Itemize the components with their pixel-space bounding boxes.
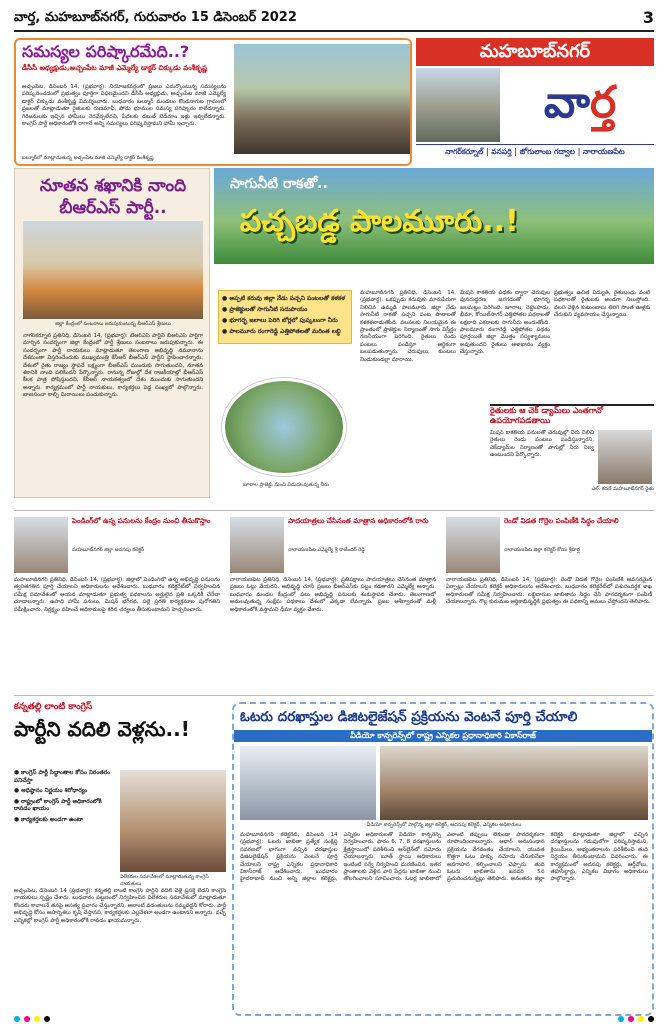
story6-photo-screen bbox=[240, 746, 376, 820]
story-voter bbox=[232, 702, 654, 1016]
story5-bullets bbox=[14, 770, 116, 828]
story6-body: మహబూబ్‌నగర్ కలెక్టరేట్, డిసెంబర్ 14 (ప్రభవార్త): ఓటరు జాబితా ప్రత్యేక సంక్షిప్త సవరణలో భాగంగా వచ్చిన దరఖాస్తుల డిజిటలైజేషన్ ప్రక్రియను వెంటనే పూర్తి చేయాలని రాష్ట్ర ఎన్నికల ప్రధానాధికారి వికాస్‌రాజ్ ఆదేశించారు. బుధవారం హైదరాబాద్ నుంచి అన్ని జిల్లాల కలెక్టర్లు, ఎన్నికల అధికారులతో వీడియో కాన్ఫరెన్స్ నిర్వహించారు. ఫారం 6, 7, 8 దరఖాస్తులను క్షేత్రస్థాయిలో పరిశీలించి ఆన్‌లైన్‌లో నమోదు చేయాలన్నారు. బూత్ స్థాయి అధికారులు ఇంటింటి సర్వే నిర్వహించి మరణించిన, ఇతర ప్రాంతాలకు వెళ్లిన వారి పేర్లను జాబితా నుంచి తొలగించాలని సూచించారు. ఓటర్ల జాబితాలో ఎలాంటి తప్పులు లేకుండా పారదర్శకంగా రూపొందించాలన్నారు. ఆధార్ అనుసంధాన ప్రక్రియను వేగవంతం చేయాలని, యువత కొత్తగా ఓటు హక్కు నమోదు చేసుకునేలా అవగాహన కల్పించాలని చెప్పారు. తుది ఓటరు జాబితాను జనవరి 5న ప్రచురించనున్నట్లు తెలిపారు. అనంతరం జిల్లా కలెక్టర్ మాట్లాడుతూ జిల్లాలో వచ్చిన దరఖాస్తులను గడువులోగా పరిష్కరిస్తామని, క్లెయిమ్‌లు, అభ్యంతరాలను పరిశీలించి తుది నిర్ణయం తీసుకుంటామని వివరించారు. ఈ కార్యక్రమంలో అదనపు కలెక్టర్లు, ఆర్డీవోలు, తహసీల్దార్లు, ఎన్నికల విభాగం అధికారులు పాల్గొన్నారు. bbox=[240, 832, 648, 883]
story2-headline: నూతన శఖానికి నాంది బీఆర్ఎస్ పార్టీ.. bbox=[39, 176, 187, 218]
news-row bbox=[14, 510, 654, 696]
row-story-source: నారాయణపేట జిల్లా కలెక్టర్ కోయ శ్రీహర్ష bbox=[504, 547, 580, 553]
story1-photo bbox=[234, 44, 410, 154]
row-story-source: మహబూబ్‌నగర్ జిల్లా అదనపు కలెక్టర్ bbox=[72, 547, 145, 553]
dateline: వార్త, మహబూబ్‌నగర్, గురువారం 15 డిసెంబర్ 2022 bbox=[14, 10, 297, 25]
story1-subhead: డీసీసీ అధ్యక్షుడు,అచ్చంపేట మాజీ ఎమ్మెల్యే డాక్టర్ చిక్కుడు వంశీకృష్ణ bbox=[22, 64, 207, 72]
story3-kicker: సాగునీటి రాకతో.. bbox=[230, 176, 328, 192]
row-story-body: మహబూబ్‌నగర్ ప్రతినిధి, డిసెంబర్ 14, (ప్రభవార్త): జిల్లాలో పెండింగ్‌లో ఉన్న అభివృద్ధి పనులను త్వరితగతిన పూర్తి చేయాలని అధికారులను ఆదేశించారు. బుధవారం కలెక్టరేట్‌లో నిర్వహించిన సమీక్ష సమావేశంలో ఆయన మాట్లాడుతూ ప్రభుత్వ పథకాలను అర్హులైన ప్రతి ఒక్కరికీ చేరేలా చూడాలన్నారు. ఉపాధి హామీ పనులు, మిషన్ భగీరథ, పల్లె ప్రగతి కార్యక్రమాల పురోగతిని సమీక్షించారు. నిర్లక్ష్యం వహించే అధికారులపై కఠిన చర్యలు తీసుకుంటామని హెచ్చరించారు. bbox=[14, 577, 220, 613]
sidebar-body: మిషన్ కాకతీయ పనులతో చెరువుల్లో నీరు నిలిచి రైతులు రెండు పంటలు పండిస్తున్నారని, చెక్‌డ్యామ్‌ల నిర్మాణంతో వాగుల్లో నీరు నిల్వ ఉంటుందని పేర్కొన్నారు. bbox=[490, 430, 594, 459]
bullet-item: ● రాష్ట్రంలో కాంగ్రెస్ పార్టీ అధికారంలోకి రావడం ఖాయం bbox=[14, 798, 102, 813]
masthead bbox=[416, 38, 654, 160]
row-story bbox=[230, 517, 438, 693]
masthead-tagline: నాగర్‌కర్నూల్ | వనపర్తి | జోగులాంబ గద్వాల | నారాయణపేట bbox=[416, 144, 654, 158]
story5-photo bbox=[120, 770, 226, 872]
story2-body: నాగర్‌కర్నూల్ ప్రతినిధి, డిసెంబర్ 14, (ప్రభవార్త): టీఆర్ఎస్ పార్టీని బీఆర్ఎస్ పార్టీగా మార్చిన సందర్భంగా జిల్లా కేంద్రంలో పార్టీ శ్రేణులు సంబరాలు జరుపుకున్నారు. ఈ సందర్భంగా పార్టీ నాయకులు మాట్లాడుతూ తెలంగాణ అభివృద్ధి నమూనాను దేశమంతా విస్తరించేందుకు ముఖ్యమంత్రి కేసీఆర్ బీఆర్ఎస్ పార్టీని స్థాపించారన్నారు. దేశంలో రైతు రాజ్యం స్థాపనే లక్ష్యంగా బీఆర్ఎస్ ముందుకు సాగుతుందని, నూతన శకానికి నాంది పలికిందని పేర్కొన్నారు. రానున్న రోజుల్లో దేశ రాజకీయాల్లో బీఆర్ఎస్ కీలక పాత్ర పోషిస్తుందని, కేసీఆర్ నాయకత్వంలో దేశం ముందుకు సాగుతుందని అన్నారు. కార్యక్రమంలో పార్టీ నాయకులు, కార్యకర్తలు పెద్ద సంఖ్యలో పాల్గొన్నారు. బాణసంచా కాల్చి మిఠాయిలు పంచుకున్నారు. bbox=[23, 333, 203, 399]
masthead-region: మహబూబ్‌నగర్ bbox=[416, 38, 654, 66]
story3-sidebar bbox=[490, 404, 654, 496]
story-samasyala bbox=[14, 38, 412, 166]
story2-photo bbox=[23, 221, 203, 319]
story5-headline: పార్టీని వదిలి వెళ్లను..! bbox=[14, 717, 190, 741]
row-story-photo bbox=[230, 517, 284, 573]
yellow-mark bbox=[638, 1016, 644, 1022]
story3-col2: మిషన్ కాకతీయ పథకం ద్వారా చెరువుల పునరుద్ధరణ జరగడంతో భూగర్భ జలమట్టం పెరిగింది. జూరాల, నెట్టెంపాడు, భీమా, కోయిల్‌సాగర్ ఎత్తిపోతల పథకాలతో లక్షలాది ఎకరాలకు సాగునీరు అందుతోంది. పాలమూరు రంగారెడ్డి ఎత్తిపోతల పథకం పూర్తయితే జిల్లా మొత్తం సస్యశ్యామలం అవుతుందని రైతులు ఆశాభావం వ్యక్తం చేస్తున్నారు. bbox=[460, 290, 550, 356]
row-story-photo bbox=[446, 517, 500, 573]
black-mark bbox=[44, 1016, 50, 1022]
story6-photo-officials bbox=[380, 746, 648, 820]
story1-headline: సమస్యల పరిష్కారమేది..? bbox=[22, 42, 190, 61]
story5-body: అచ్చంపేట, డిసెంబర్ 14 (ప్రభవార్త): కన్నతల్లి లాంటి కాంగ్రెస్ పార్టీని వదిలి వెళ్లే ప్రసక్తే లేదని కాంగ్రెస్ నాయకులు స్పష్టం చేశారు. బుధవారం పట్టణంలో నిర్వహించిన విలేకరుల సమావేశంలో మాట్లాడుతూ కొందరు కావాలనే తనపై అసత్య ప్రచారం చేస్తున్నారని, అలాంటి వదంతులను నమ్మవద్దని కోరారు. పార్టీ అభివృద్ధి కోసం అహర్నిశలు కృషి చేస్తానని, కార్యకర్తలకు ఎల్లవేళలా అండగా ఉంటానని అన్నారు. వచ్చే ఎన్నికల్లో కాంగ్రెస్ పార్టీ అధికారంలోకి రావడం ఖాయమన్నారు. bbox=[14, 888, 226, 924]
story3-headline: పచ్చబడ్డ పాలమూరు..! bbox=[240, 204, 519, 239]
magenta-mark bbox=[628, 1016, 634, 1022]
bullet-item: ● అధిష్ఠానం నిర్ణయం శిరోధార్యం bbox=[14, 788, 88, 795]
story3-bullets bbox=[218, 290, 352, 344]
magenta-mark bbox=[24, 1016, 30, 1022]
bullet-item: ● కాంగ్రెస్ పార్టీ సిద్ధాంతాల కోసం నిరంతరం పనిచేస్తా bbox=[14, 770, 111, 784]
sidebar-headline: రైతులకు ఆ చెక్ డ్యామ్‌లు ఎంతగానో ఉపయోగపడతాయి bbox=[490, 406, 604, 425]
story3-circle-caption: జూరాల ప్రాజెక్టు నుంచి విడుదలవుతున్న నీరు bbox=[243, 482, 329, 488]
story5-caption: విలేకరుల సమావేశంలో మాట్లాడుతున్న కాంగ్రెస్ నాయకులు bbox=[120, 874, 209, 887]
bullet-item: ● ప్రాజెక్టులతో సాగునీటి సదుపాయం bbox=[222, 306, 308, 313]
story-brs bbox=[14, 168, 210, 498]
story1-caption: బల్మూర్‌లో మాట్లాడుతున్న అచ్చంపేట మాజీ ఎమ్మెల్యే డాక్టర్ వంశీకృష్ణ bbox=[22, 155, 154, 161]
cyan-mark bbox=[618, 1016, 624, 1022]
story6-subhead: వీడియో కాన్ఫరెన్స్‌లో రాష్ట్ర ఎన్నికల ప్రధానాధికారి వికాస్‌రాజ్ bbox=[234, 730, 652, 742]
story-congress bbox=[14, 702, 226, 1016]
row-story-headline: పెండింగ్‌లో ఉన్న పనులను కేంద్రం నుంచి తీసుకొస్తాం bbox=[72, 517, 211, 525]
row-story-body: నారాయణపేట ప్రతినిధి, డిసెంబర్ 14, (ప్రభవార్త): ప్రతిపక్షాలు పాదయాత్రలు చేసినంత మాత్రాన ప్రజలు ఓట్లు వేయరని, అభివృద్ధి చూసే ప్రజలు బీఆర్ఎస్‌కు పట్టం కడతారని ఎమ్మెల్యే అన్నారు. బుధవారం మండల కేంద్రంలో పలు అభివృద్ధి పనులకు శంకుస్థాపన చేశారు. తెలంగాణలో అమలవుతున్న సంక్షేమ పథకాలు దేశంలో ఎక్కడా లేవన్నారు. ప్రజల ఆశీర్వాదంతో మళ్లీ అధికారంలోకి వస్తామని ధీమా వ్యక్తం చేశారు. bbox=[230, 577, 436, 613]
masthead-photo bbox=[416, 68, 500, 142]
masthead-logo bbox=[506, 62, 654, 144]
bullet-item: ● కార్యకర్తలకు అండగా ఉంటా bbox=[14, 816, 83, 823]
bullet-item: ● పాలమూరు రంగారెడ్డి ఎత్తిపోతలతో మరింత లబ్ధి bbox=[222, 328, 341, 335]
dateline-bar bbox=[14, 8, 654, 32]
story-palamuru bbox=[214, 168, 654, 498]
story3-circle-photo bbox=[222, 378, 346, 476]
row-story-photo bbox=[14, 517, 68, 573]
story2-caption: జిల్లా కేంద్రంలో సంబరాలు జరుపుకుంటున్న బీఆర్ఎస్ శ్రేణులు bbox=[55, 321, 171, 327]
row-story bbox=[14, 517, 222, 693]
story5-kicker: కన్నతల్లి లాంటి కాంగ్రెస్ bbox=[14, 702, 93, 712]
row-story bbox=[446, 517, 654, 693]
row-story-headline: రెండో విడత గొర్రెల పంపిణీకి సిద్ధం చేయాలి bbox=[504, 517, 619, 525]
row-story-body: నారాయణపేట ప్రతినిధి, డిసెంబర్ 14, (ప్రభవార్త): రెండో విడత గొర్రెల పంపిణీకి అవసరమైన ఏర్పాట్లు చేయాలని కలెక్టర్ అధికారులను ఆదేశించారు. బుధవారం కలెక్టరేట్‌లో పశుసంవర్ధక శాఖ అధికారులతో సమీక్ష నిర్వహించారు. లబ్ధిదారుల జాబితాను సిద్ధం చేసి పారదర్శకంగా పంపిణీ చేయాలన్నారు. గొల్ల కురుమల ఆర్థికాభివృద్ధికి ప్రభుత్వం ఈ పథకాన్ని అమలు చేస్తోందని తెలిపారు. bbox=[446, 577, 652, 606]
story6-headline: ఓటరు దరఖాస్తుల డిజిటలైజేషన్ ప్రక్రియను వెంటనే పూర్తి చేయాలి bbox=[240, 709, 578, 725]
logo-text: వా bbox=[543, 77, 591, 128]
black-mark bbox=[648, 1016, 654, 1022]
print-registration-marks bbox=[14, 1016, 654, 1024]
logo-accent: ర్త bbox=[590, 77, 617, 128]
story3-col1: మహబూబ్‌నగర్ ప్రతినిధి, డిసెంబర్ 14, (ప్రభవార్త): ఒకప్పుడు కరువుకు మారుపేరుగా నిలిచిన ఉమ్మడి పాలమూరు జిల్లా నేడు సాగునీటి రాకతో పచ్చని పంట పొలాలతో కళకళలాడుతోంది. వలసలకు నిలయమైన ఈ ప్రాంతంలో ప్రాజెక్టుల నిర్మాణంతో సాగు విస్తీర్ణం గణనీయంగా పెరిగింది. రైతులు రెండు పంటలు పండిస్తూ ఆర్థికంగా బలపడుతున్నారు. చెరువులు, కుంటలు నిండుకుండల్లా మారాయి. bbox=[360, 290, 456, 363]
sidebar-caption: ఎల్. కరణ్ మహబూబ్‌నగర్ రైతు bbox=[591, 486, 654, 492]
cyan-mark bbox=[14, 1016, 20, 1022]
row-story-source: నారాయణపేట ఎమ్మెల్యే శ్రీ రాజేందర్ రెడ్డి bbox=[288, 547, 365, 553]
story6-caption: వీడియో కాన్ఫరెన్స్‌లో పాల్గొన్న జిల్లా కలెక్టర్, అదనపు కలెక్టర్, ఎన్నికల అధికారులు bbox=[366, 822, 522, 828]
story3-banner bbox=[214, 168, 654, 264]
story1-body: అచ్చంపేట, డిసెంబర్ 14, (ప్రభవార్త): నియోజకవర్గంలో ప్రజలు ఎదుర్కొంటున్న సమస్యలను పరిష్కరించడంలో ప్రభుత్వం పూర్తిగా విఫలమైందని డీసీసీ అధ్యక్షుడు, అచ్చంపేట మాజీ ఎమ్మెల్యే డాక్టర్ చిక్కుడు వంశీకృష్ణ విమర్శించారు. బుధవారం బల్మూర్ మండలం కొండనాగుల గ్రామంలో ప్రజలతో మాట్లాడుతూ రైతులకు రుణమాఫీ, పోడు భూముల సమస్య పరిష్కారం కాలేదన్నారు. గిరిజనులకు ఇచ్చిన హామీలు నెరవేర్చలేదని, పేదలకు డబుల్ బెడ్‌రూం ఇళ్లు ఇవ్వలేదన్నారు. కాంగ్రెస్ పార్టీ అధికారంలోకి రాగానే అన్ని సమస్యలు పరిష్కరిస్తామని హామీ ఇచ్చారు. bbox=[22, 84, 226, 128]
bullet-item: ● అప్పటి కరువు జిల్లా నేడు పచ్చని పంటలతో కళకళ bbox=[222, 295, 346, 302]
yellow-mark bbox=[34, 1016, 40, 1022]
bullet-item: ● భూగర్భ జలాలు పెరిగి బోర్లలో పుష్కలంగా నీరు bbox=[222, 317, 338, 324]
page-number: 3 bbox=[642, 8, 654, 27]
story3-col3: ప్రభుత్వం ఉచిత విద్యుత్, రైతుబంధు వంటి పథకాలతో రైతులకు అండగా నిలుస్తోంది. వలస వెళ్లిన కుటుంబాలు తిరిగి సొంత ఊళ్లకు చేరుకుని వ్యవసాయం చేస్తున్నాయి. bbox=[554, 290, 650, 319]
sidebar-photo bbox=[598, 430, 652, 484]
row-story-headline: పాదయాత్రలు చేసినంత మాత్రాన అధికారంలోకి రారు bbox=[288, 517, 429, 525]
